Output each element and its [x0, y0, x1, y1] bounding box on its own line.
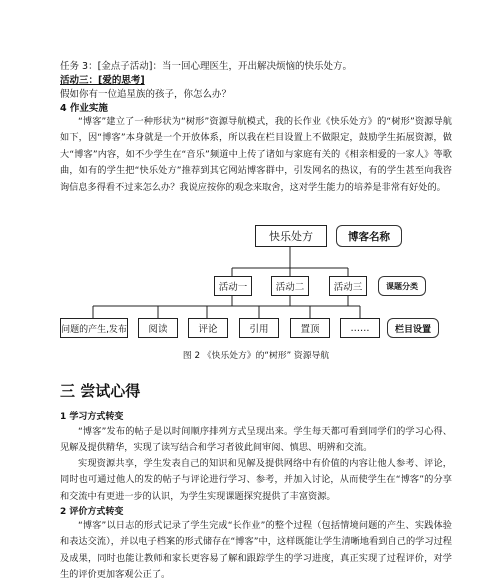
activity-node-3: 活动三 [329, 276, 367, 296]
column-node-4: 引用 [239, 318, 279, 338]
question-line: 假如你有一位追星族的孩子，你怎么办？ [60, 89, 232, 100]
figure-caption: 图 2 《快乐处方》的“树形” 资源导航 [182, 351, 330, 361]
blog-name-label: 博客名称 [336, 225, 402, 247]
section3-heading: 三 尝试心得 [60, 382, 141, 400]
tree-root-node: 快乐处方 [255, 225, 327, 247]
paragraph-learning-2: 实现资源共享，学生发表自己的知识和见解及提供网络中有价值的内容让他人参考、评论，同时也可通过他人的发的帖子与评论进行学习、参考，并加入讨论，从而使学生在“博客”的分享和交流中有更进一步的认识，为学生实现课题探究提供了丰富资源。 [60, 458, 452, 502]
subsection1-heading: 1 学习方式转变 [60, 412, 124, 422]
column-node-3: 评论 [188, 318, 228, 338]
column-node-6: …… [340, 318, 380, 338]
activity-node-1: 活动一 [214, 276, 252, 296]
category-label: 课题分类 [378, 276, 426, 296]
column-node-1: 问题的产生,发布 [60, 318, 128, 338]
activity-node-2: 活动二 [271, 276, 309, 296]
section4-heading: 4 作业实施 [60, 103, 108, 114]
subsection2-heading: 2 评价方式转变 [60, 507, 124, 517]
activity3-heading: 活动三：[爱的思考] [60, 75, 145, 86]
paragraph-learning-1: “博客”发布的帖子是以时间顺序排列方式呈现出来。学生每天都可看到同学们的学习心得、见解及提供精华，实现了读写结合和学习者彼此间审阅、慎思、明辨和交流。 [60, 426, 452, 454]
column-node-2: 阅读 [138, 318, 178, 338]
paragraph-tree-nav: “博客”建立了一种形状为“树形”资源导航模式，我的长作业《快乐处方》的“树形”资源导航如下，因“博客”本身就是一个开放体系，所以我在栏目设置上不做限定，鼓励学生拓展资源，做大“博客”内容，如不少学生在“音乐”频道中上传了诸如与家庭有关的《相亲相爱的一家人》等歌曲，如有的学生把“快乐处方”推荐到其它网站博客群中，引发网名的热议，有的学生甚至向我咨询信息多得看不过来怎么办？我说应按你的观念来取舍，这对学生能力的培养是非常有好处的。 [60, 116, 452, 193]
task3-line: 任务 3：[金点子活动]：当一回心理医生，开出解决烦恼的快乐处方。 [60, 61, 352, 72]
column-node-5: 置顶 [290, 318, 330, 338]
paragraph-evaluation: “博客”以日志的形式记录了学生完成“长作业”的整个过程（包括情境问题的产生、实践体验和表达交流），并以电子档案的形式储存在“博客”中，这样既能让学生清晰地看到自己的学习过程及成果，同时也能让教师和家长更容易了解和跟踪学生的学习进度，真正实现了过程评价，对学生的评价更加客观公正了。 [60, 520, 452, 581]
column-setting-label: 栏目设置 [387, 318, 439, 338]
